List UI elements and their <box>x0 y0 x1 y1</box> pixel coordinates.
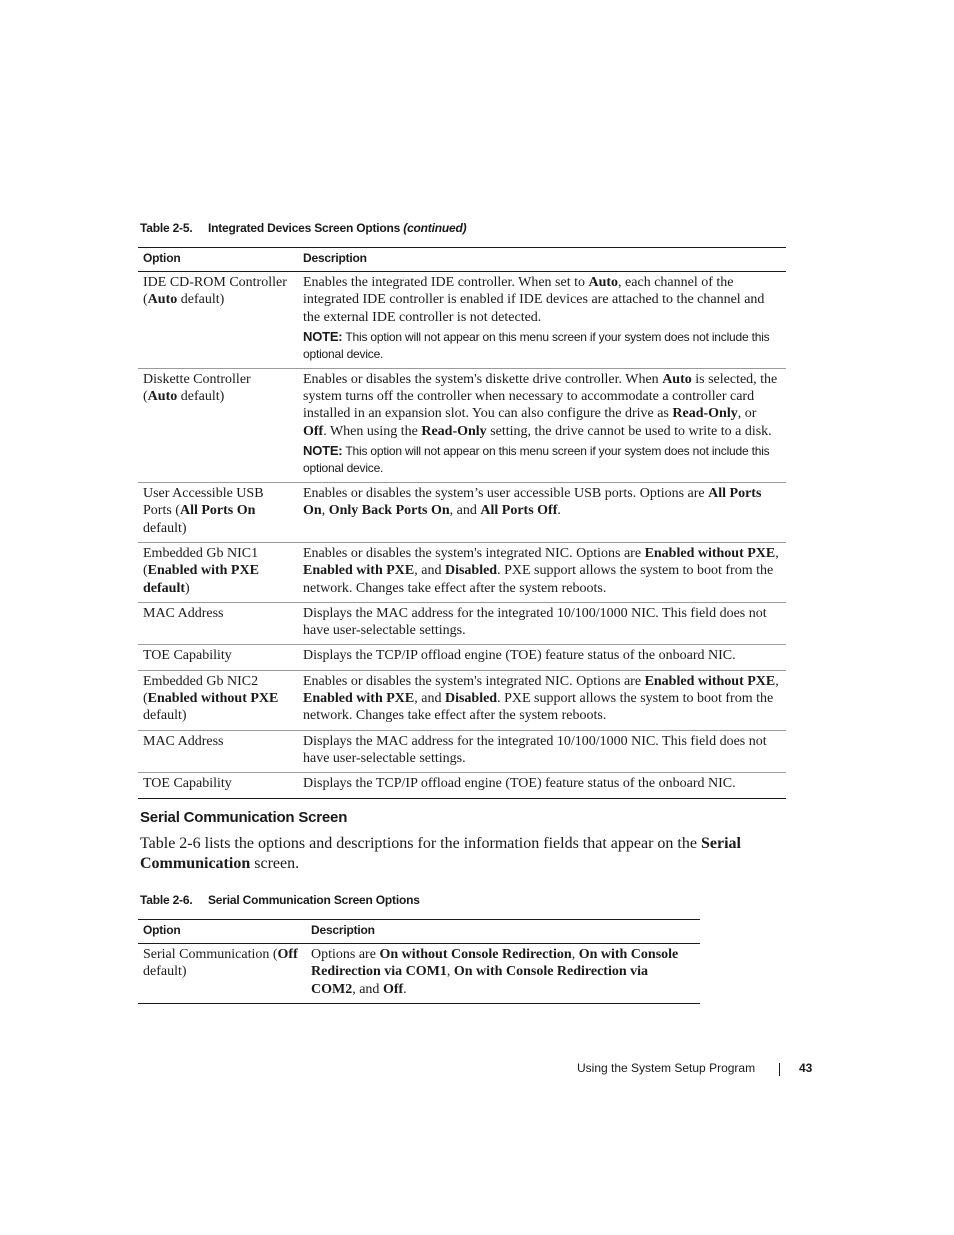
option-cell: TOE Capability <box>138 773 298 798</box>
description-cell <box>298 368 786 482</box>
header-description: Description <box>306 920 700 944</box>
serial-communication-table <box>138 919 700 1004</box>
table-row <box>138 944 700 1004</box>
table-row <box>138 368 786 482</box>
header-description: Description <box>298 248 786 272</box>
note <box>303 442 781 477</box>
caption-title: Serial Communication Screen Options <box>208 893 420 907</box>
option-cell: MAC Address <box>138 602 298 645</box>
caption-continued: (continued) <box>403 221 467 235</box>
option-cell: Serial Communication (Off default) <box>138 944 306 1004</box>
option-cell: Embedded Gb NIC1 (Enabled with PXE default) <box>138 542 298 602</box>
description-text: Displays the MAC address for the integrated 10/100/1000 NIC. This field does not have user-selectable settings. <box>303 733 767 766</box>
description-text: Enables or disables the system’s user accessible USB ports. Options are All Ports On, Only Back Ports On, and All Ports Off. <box>303 486 762 519</box>
note <box>303 328 781 363</box>
table-row <box>138 483 786 543</box>
description-cell <box>298 670 786 730</box>
note-label: NOTE: <box>303 328 343 344</box>
option-cell: User Accessible USB Ports (All Ports On default) <box>138 483 298 543</box>
description-cell <box>298 483 786 543</box>
description-cell <box>298 542 786 602</box>
option-cell: IDE CD-ROM Controller (Auto default) <box>138 272 298 369</box>
description-cell <box>298 773 786 798</box>
table-2-5-caption <box>140 221 466 235</box>
table-row <box>138 272 786 369</box>
header-option: Option <box>138 920 306 944</box>
description-cell <box>306 944 700 1004</box>
page-number: 43 <box>799 1061 813 1075</box>
description-text: Enables the integrated IDE controller. When set to Auto, each channel of the integrated IDE controller is enabled if IDE devices are attached to the channel and the external IDE controller is not detected. <box>303 275 765 325</box>
option-cell: MAC Address <box>138 730 298 773</box>
table-2-6-caption <box>140 893 420 907</box>
header-option: Option <box>138 248 298 272</box>
description-text: Displays the TCP/IP offload engine (TOE) feature status of the onboard NIC. <box>303 648 736 664</box>
description-text: Enables or disables the system's integrated NIC. Options are Enabled without PXE, Enabled with PXE, and Disabled. PXE support allows the system to boot from the network. Changes take effect after the system reboots. <box>303 673 779 724</box>
caption-number: Table 2-5. <box>140 221 193 235</box>
section-paragraph: Table 2-6 lists the options and descriptions for the information fields that appear on the Serial Communication screen. <box>140 835 741 872</box>
table-header-row <box>138 920 700 944</box>
table-row <box>138 645 786 670</box>
description-cell <box>298 730 786 773</box>
description-cell <box>298 645 786 670</box>
table-header-row <box>138 248 786 272</box>
table-row <box>138 670 786 730</box>
description-text: Displays the MAC address for the integrated 10/100/1000 NIC. This field does not have user-selectable settings. <box>303 605 767 639</box>
description-text: Displays the TCP/IP offload engine (TOE) feature status of the onboard NIC. <box>303 776 736 792</box>
description-text: Enables or disables the system's integrated NIC. Options are Enabled without PXE, Enabled with PXE, and Disabled. PXE support allows the system to boot from the network. Changes take effect after the system reboots. <box>303 545 779 596</box>
option-cell: TOE Capability <box>138 645 298 670</box>
table-row <box>138 773 786 798</box>
description-cell <box>298 602 786 645</box>
footer-divider <box>779 1063 780 1076</box>
table-row <box>138 542 786 602</box>
caption-number: Table 2-6. <box>140 893 193 907</box>
caption-title: Integrated Devices Screen Options <box>208 221 401 235</box>
table-row <box>138 730 786 773</box>
section-heading: Serial Communication Screen <box>140 809 348 826</box>
note-text: This option will not appear on this menu screen if your system does not include this optional device. <box>303 329 770 361</box>
option-cell: Embedded Gb NIC2 (Enabled without PXE default) <box>138 670 298 730</box>
description-text: Enables or disables the system's diskette drive controller. When Auto is selected, the system turns off the controller when necessary to accommodate a controller card installed in an expansion slot. You can also configure the drive as Read-Only, or Off. When using the Read-Only setting, the drive cannot be used to write to a disk. <box>303 371 778 439</box>
option-cell: Diskette Controller (Auto default) <box>138 368 298 482</box>
description-cell <box>298 272 786 369</box>
integrated-devices-table <box>138 247 786 799</box>
footer-chapter: Using the System Setup Program <box>577 1061 756 1075</box>
table-row <box>138 602 786 645</box>
note-label: NOTE: <box>303 443 343 459</box>
note-text: This option will not appear on this menu screen if your system does not include this optional device. <box>303 444 770 476</box>
description-text: Options are On without Console Redirection, On with Console Redirection via COM1, On with Console Redirection via COM2, and Off. <box>311 947 679 997</box>
